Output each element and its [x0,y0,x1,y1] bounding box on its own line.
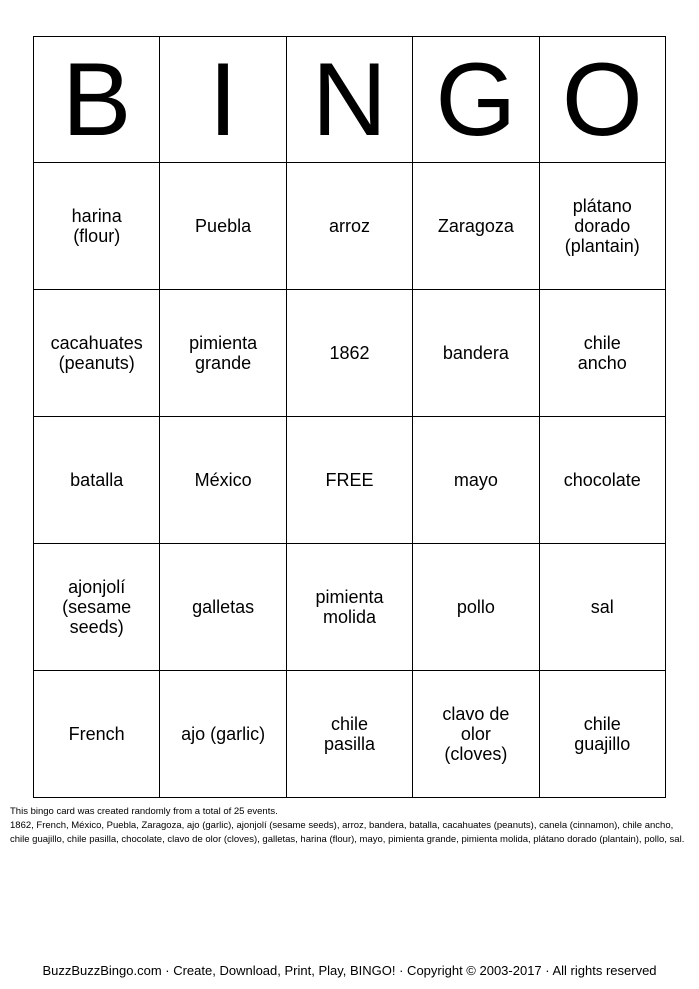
bingo-cell [160,417,286,544]
bingo-cell [160,163,286,290]
bingo-header-row [34,37,666,163]
bingo-cell [539,163,665,290]
cell-text: Puebla [195,216,252,236]
footer-copyright: BuzzBuzzBingo.com · Create, Download, Print, Play, BINGO! · Copyright © 2003-2017 · All rights reserved [42,963,657,978]
cell-text: Zaragoza [437,216,514,236]
bingo-cell [413,417,539,544]
cell-text: ajonjolí (sesame seeds) [62,577,132,637]
cell-text: galletas [192,597,255,617]
cell-text: plátano dorado (plantain) [564,196,640,256]
bingo-cell [34,163,160,290]
card-info-text: This bingo card was created randomly from a total of 25 events. [10,806,278,817]
bingo-row [34,544,666,671]
cell-text: clavo de olor (cloves) [442,704,510,764]
bingo-cell [539,544,665,671]
bingo-cell [160,671,286,798]
cell-text: México [194,470,252,490]
cell-text: pimienta molida [315,587,384,627]
cell-text: sal [590,597,614,617]
cell-text: cacahuates (peanuts) [50,333,143,373]
bingo-card [33,36,666,798]
bingo-cell [539,671,665,798]
cell-text: 1862 [329,343,370,363]
cell-text: chile guajillo [574,714,631,754]
header-letter-g: G [413,37,539,163]
bingo-cell [160,290,286,417]
bingo-cell [286,290,412,417]
cell-text: pollo [456,597,495,617]
bingo-cell [413,671,539,798]
event-list-text: 1862, French, México, Puebla, Zaragoza, ajo (garlic), ajonjolí (sesame seeds), arroz, bandera, batalla, cacahuates (peanuts), canela (cinnamon), chile ancho, chile guajillo, chile pasilla, chocolate, clavo de olor (cloves), galletas, harina (flour), mayo, pimienta grande, pimienta molida, plátano dorado (plantain), pollo, sal. [10,820,685,845]
bingo-cell [160,544,286,671]
header-letter-b: B [34,37,160,163]
bingo-cell [286,163,412,290]
cell-text: FREE [325,470,374,490]
cell-text: harina (flour) [71,206,122,246]
cell-text: bandera [442,343,509,363]
cell-text: chile pasilla [323,714,375,754]
cell-text: French [68,724,125,744]
cell-text: arroz [328,216,370,236]
bingo-cell [34,671,160,798]
bingo-cell [539,417,665,544]
bingo-cell [34,290,160,417]
bingo-cell [539,290,665,417]
bingo-row [34,671,666,798]
bingo-row [34,163,666,290]
header-letter-o: O [539,37,665,163]
cell-text: mayo [453,470,498,490]
bingo-cell [413,163,539,290]
free-space-cell [286,417,412,544]
cell-text: chile ancho [577,333,627,373]
bingo-cell [413,544,539,671]
cell-text: pimienta grande [189,333,258,373]
bingo-cell [413,290,539,417]
bingo-cell [286,671,412,798]
bingo-cell [34,417,160,544]
bingo-cell [286,544,412,671]
cell-text: ajo (garlic) [181,724,266,744]
header-letter-i: I [160,37,286,163]
header-letter-n: N [286,37,412,163]
bingo-row [34,290,666,417]
bingo-row [34,417,666,544]
bingo-cell [34,544,160,671]
cell-text: batalla [70,470,124,490]
cell-text: chocolate [563,470,641,490]
